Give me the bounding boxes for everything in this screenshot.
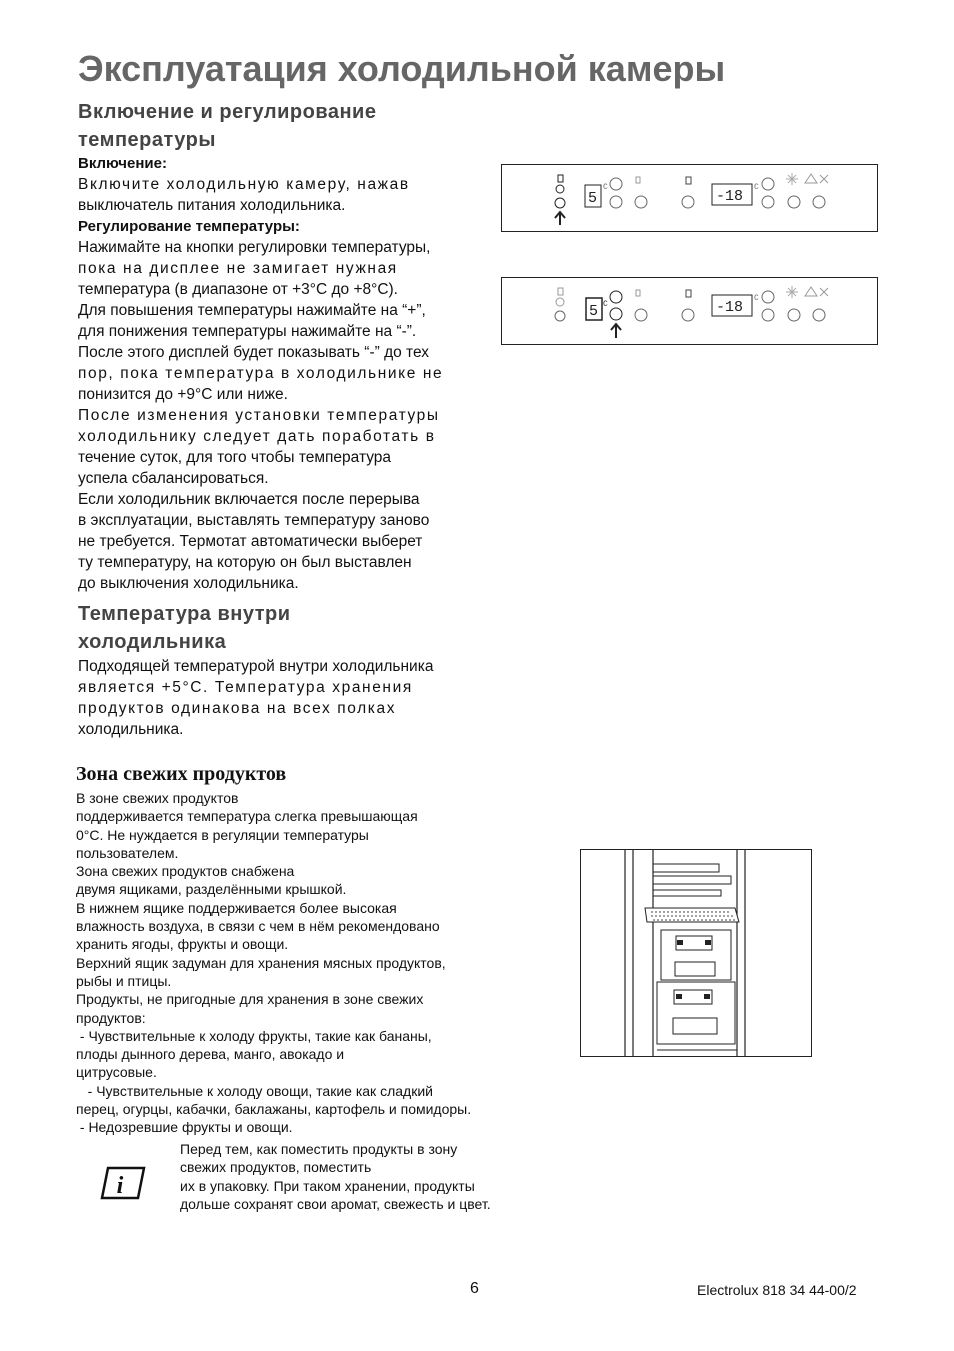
plus-button-icon <box>610 291 622 303</box>
text-line: Нажимайте на кнопки регулировки температуры, <box>78 239 431 256</box>
fridge-display-value: 5 <box>589 303 599 320</box>
text-line: холодильнику следует дать поработать в <box>78 428 436 445</box>
plus-button-icon <box>610 178 622 190</box>
alarm-icon <box>805 287 817 296</box>
switch-on-text <box>78 153 466 594</box>
note-line: свежих продуктов, поместить <box>180 1159 372 1176</box>
freezer-plus-button-icon <box>762 291 774 303</box>
freezer-plus-button-icon <box>762 178 774 190</box>
section-heading-fresh-zone: Зона свежих продуктов <box>76 763 287 785</box>
text-line: пор, пока температура в холодильнике не <box>78 365 444 382</box>
child-lock-icon <box>820 175 828 183</box>
text-line: продуктов: <box>76 1009 146 1026</box>
text-line: После этого дисплей будет показывать “-” до тех <box>78 344 430 361</box>
heading-line: температуры <box>78 129 216 151</box>
freezer-unit: C <box>754 183 759 192</box>
text-line: Подходящей температурой внутри холодильника <box>78 658 434 675</box>
power-symbol-icon <box>556 298 564 306</box>
fresh-zone-note <box>180 1140 560 1213</box>
note-line: их в упаковку. При таком хранении, продукты <box>180 1177 475 1194</box>
text-line: - Чувствительные к холоду овощи, такие как сладкий <box>76 1082 433 1099</box>
subheading-adjust: Регулирование температуры: <box>78 218 300 235</box>
text-line: цитрусовые. <box>76 1064 157 1081</box>
text-line: ту температуру, на которую он был выставлен <box>78 554 412 571</box>
document-reference: Electrolux 818 34 44-00/2 <box>697 1282 857 1298</box>
text-line: пользователем. <box>76 844 179 861</box>
text-line: В зоне свежих продуктов <box>76 790 239 806</box>
page-number: 6 <box>470 1280 479 1297</box>
power-button-icon <box>555 311 565 321</box>
text-line: Если холодильник включается после перерыва <box>78 491 420 508</box>
text-line: плоды дынного дерева, манго, авокадо и <box>76 1046 345 1063</box>
fridge-display-value: 5 <box>588 190 598 207</box>
text-line: температура (в диапазоне от +3°С до +8°С). <box>78 281 398 298</box>
fastcool-icon <box>636 177 640 183</box>
minus-button-icon <box>610 196 622 208</box>
text-line: рыбы и птицы. <box>76 972 172 989</box>
text-line: Зона свежих продуктов снабжена <box>76 863 295 880</box>
text-line: перец, огурцы, кабачки, баклажаны, картофель и помидоры. <box>76 1101 472 1118</box>
heading-line: Включение и регулирование <box>78 101 377 123</box>
control-panel-diagram-adjust <box>501 277 878 345</box>
fastcool-button-icon <box>635 309 647 321</box>
text-line: не требуется. Термотат автоматически выберет <box>78 533 423 550</box>
info-icon <box>100 1166 146 1200</box>
alarm-button-icon <box>813 196 825 208</box>
text-line: - Недозревшие фрукты и овощи. <box>76 1119 293 1136</box>
section-heading-inside-temperature <box>78 600 291 656</box>
page-title: Эксплуатация холодильной камеры <box>78 48 726 89</box>
snowflake-icon <box>786 286 798 298</box>
freezer-minus-button-icon <box>762 196 774 208</box>
text-line: для понижения температуры нажимайте на “-”. <box>78 323 417 340</box>
fridge-unit: C <box>603 300 608 309</box>
text-line: Включите холодильную камеру, нажав <box>78 176 410 193</box>
power-button-icon <box>555 198 565 208</box>
text-line: понизится до +9°С или ниже. <box>78 386 288 403</box>
control-panel-diagram-power <box>501 164 878 232</box>
arrow-up-icon <box>611 324 621 338</box>
text-line: течение суток, для того чтобы температура <box>78 449 392 466</box>
text-line: влажность воздуха, в связи с чем в нём рекомендовано <box>76 918 440 935</box>
alarm-icon <box>805 174 817 183</box>
note-line: Перед тем, как поместить продукты в зону <box>180 1141 458 1157</box>
thermometer-icon <box>558 288 563 295</box>
text-line: в эксплуатации, выставлять температуру заново <box>78 512 430 529</box>
info-icon-glyph: i <box>116 1173 124 1199</box>
fastcool-icon <box>636 290 640 296</box>
text-line: является +5°С. Температура хранения <box>78 679 413 696</box>
fastfreeze-button-icon <box>788 309 800 321</box>
text-line: продуктов одинакова на всех полках <box>78 700 397 717</box>
freezer-power-button-icon <box>682 309 694 321</box>
freezer-minus-button-icon <box>762 309 774 321</box>
freezer-thermometer-icon <box>686 177 691 184</box>
freezer-display-value: -18 <box>716 188 744 205</box>
text-line: Продукты, не пригодные для хранения в зоне свежих <box>76 991 424 1008</box>
thermometer-icon <box>558 175 563 182</box>
text-line: поддерживается температура слегка превышающая <box>76 808 418 825</box>
fresh-zone-text <box>76 789 556 1137</box>
text-line: успела сбалансироваться. <box>78 470 269 487</box>
text-line: В нижнем ящике поддерживается более высокая <box>76 899 397 916</box>
minus-button-icon <box>610 308 622 320</box>
text-line: выключатель питания холодильника. <box>78 197 346 214</box>
text-line: Для повышения температуры нажимайте на “+”, <box>78 302 426 319</box>
subheading-on: Включение: <box>78 155 167 172</box>
text-line: 0°С. Не нуждается в регуляции температуры <box>76 826 369 843</box>
text-line: пока на дисплее не замигает нужная <box>78 260 398 277</box>
text-line: - Чувствительные к холоду фрукты, такие как бананы, <box>76 1027 432 1044</box>
heading-line: Температура внутри <box>78 603 291 625</box>
fastfreeze-button-icon <box>788 196 800 208</box>
heading-line: холодильника <box>78 631 227 653</box>
inside-temperature-text <box>78 656 466 740</box>
section-heading-switch-on <box>78 98 376 154</box>
note-line: дольше сохранят свои аромат, свежесть и цвет. <box>180 1195 491 1212</box>
snowflake-icon <box>786 173 798 185</box>
text-line: После изменения установки температуры <box>78 407 440 424</box>
freezer-power-button-icon <box>682 196 694 208</box>
fridge-unit: C <box>603 183 608 192</box>
freezer-display-value: -18 <box>716 299 744 316</box>
fastcool-button-icon <box>635 196 647 208</box>
text-line: двумя ящиками, разделёнными крышкой. <box>76 881 347 898</box>
freezer-unit: C <box>754 294 759 303</box>
fresh-zone-illustration <box>580 849 812 1057</box>
child-lock-icon <box>820 288 828 296</box>
text-line: хранить ягоды, фрукты и овощи. <box>76 936 289 953</box>
text-line: до выключения холодильника. <box>78 575 299 592</box>
arrow-up-icon <box>555 212 565 225</box>
power-symbol-icon <box>556 185 564 193</box>
alarm-button-icon <box>813 309 825 321</box>
text-line: Верхний ящик задуман для хранения мясных продуктов, <box>76 954 446 971</box>
freezer-thermometer-icon <box>686 290 691 297</box>
text-line: холодильника. <box>78 721 184 738</box>
